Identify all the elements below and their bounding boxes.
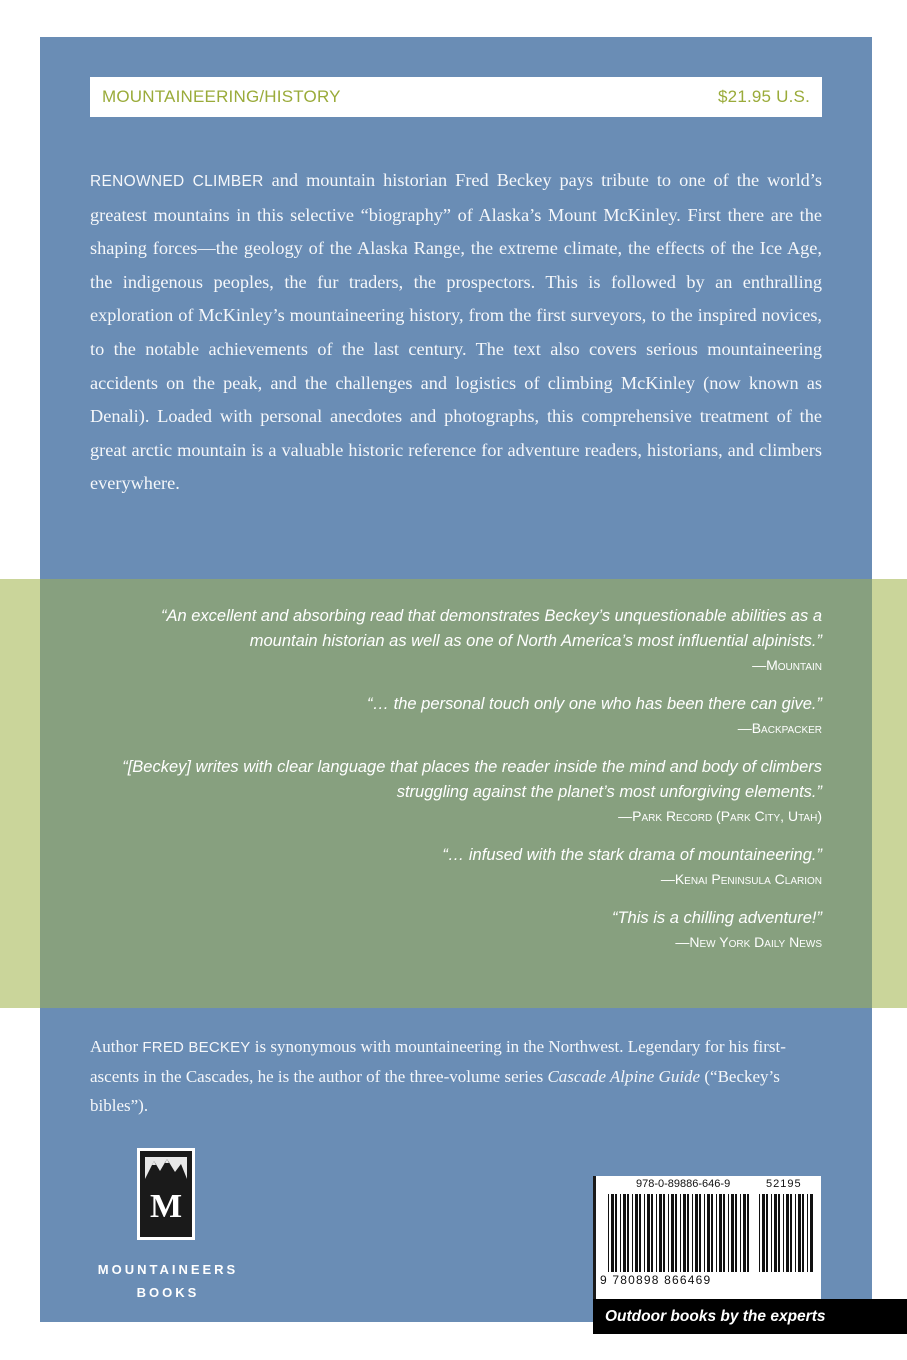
publisher-logo-icon — [137, 1148, 195, 1240]
barcode-bar — [659, 1194, 662, 1272]
reviews-list — [90, 604, 822, 969]
barcode-bar — [687, 1194, 689, 1272]
barcode-bar — [704, 1194, 705, 1272]
barcode-bar — [740, 1194, 741, 1272]
barcode-addon-bars — [759, 1194, 815, 1272]
barcode-bar — [671, 1194, 674, 1272]
barcode-bar — [707, 1194, 710, 1272]
barcode-bar — [668, 1194, 669, 1272]
description-lead: RENOWNED CLIMBER — [90, 173, 264, 190]
review-source: —Mountain — [752, 657, 822, 673]
review-item — [90, 906, 822, 953]
barcode-bar — [639, 1194, 641, 1272]
book-description — [90, 164, 822, 501]
review-source: —Backpacker — [737, 720, 822, 736]
category-price-bar — [90, 77, 822, 117]
barcode-bar — [762, 1194, 765, 1272]
review-quote: “… infused with the stark drama of mountaineering.” — [442, 846, 822, 864]
barcode-main-bars — [608, 1194, 754, 1272]
barcode-bar — [647, 1194, 650, 1272]
review-item — [90, 604, 822, 676]
author-name: FRED BECKEY — [142, 1039, 251, 1056]
review-quote: “An excellent and absorbing read that demonstrates Beckey’s unquestionable abilities as a mountain historian as well as one of North America’s most influential alpinists.” — [160, 607, 822, 650]
barcode-bar — [623, 1194, 626, 1272]
barcode-bar — [635, 1194, 638, 1272]
review-quote: “… the personal touch only one who has been there can give.” — [367, 695, 822, 713]
barcode-bar — [611, 1194, 614, 1272]
review-source: —Kenai Peninsula Clarion — [660, 871, 822, 887]
tagline: Outdoor books by the experts — [593, 1299, 907, 1334]
barcode-bar — [716, 1194, 717, 1272]
barcode-bar — [778, 1194, 780, 1272]
barcode-bar — [798, 1194, 801, 1272]
barcode-bar — [810, 1194, 813, 1272]
barcode-bar — [807, 1194, 808, 1272]
barcode-bar — [786, 1194, 789, 1272]
barcode-bar — [683, 1194, 686, 1272]
author-bio — [90, 1032, 822, 1120]
barcode-bar — [771, 1194, 772, 1272]
barcode-bar — [680, 1194, 681, 1272]
publisher-name — [88, 1258, 248, 1304]
series-title: Cascade Alpine Guide — [547, 1067, 701, 1086]
barcode-bar — [795, 1194, 796, 1272]
logo-letter: M — [149, 1188, 183, 1225]
barcode-bar — [759, 1194, 760, 1272]
category-label: MOUNTAINEERING/HISTORY — [102, 87, 341, 106]
barcode-bar — [692, 1194, 693, 1272]
barcode-bar — [695, 1194, 698, 1272]
barcode-bar — [608, 1194, 609, 1272]
barcode-bar — [719, 1194, 722, 1272]
publisher-line1: MOUNTAINEERS — [97, 1262, 239, 1277]
barcode-bar — [651, 1194, 653, 1272]
barcode-bar — [699, 1194, 701, 1272]
review-quote: “[Beckey] writes with clear language that places the reader inside the mind and body of climbers struggling against the planet’s most unforgiving elements.” — [122, 758, 822, 801]
review-quote: “This is a chilling adventure!” — [611, 909, 822, 927]
barcode-bar — [766, 1194, 768, 1272]
barcode-bar — [735, 1194, 737, 1272]
author-prefix: Author — [90, 1037, 143, 1056]
barcode-bar — [632, 1194, 633, 1272]
isbn-label: 978-0-89886-646-9 — [636, 1178, 731, 1190]
barcode-bar — [802, 1194, 804, 1272]
barcode — [593, 1176, 821, 1299]
barcode-bar — [711, 1194, 713, 1272]
author-suffix: (“Beckey’s bibles”). — [90, 1067, 780, 1115]
author-text: is synonymous with mountaineering in the Northwest. Legendary for his first-ascents in the Cascades, he is the author of the three-volume series — [90, 1037, 786, 1086]
barcode-bar — [783, 1194, 784, 1272]
barcode-bar — [620, 1194, 621, 1272]
barcode-bar — [663, 1194, 665, 1272]
barcode-digits: 9 780898 866469 — [600, 1273, 712, 1287]
publisher-line2: BOOKS — [136, 1285, 200, 1300]
barcode-bar — [774, 1194, 777, 1272]
price-code: 52195 — [766, 1178, 802, 1190]
review-item — [90, 692, 822, 739]
review-item — [90, 843, 822, 890]
barcode-bar — [723, 1194, 725, 1272]
barcode-bar — [731, 1194, 734, 1272]
barcode-bar — [644, 1194, 645, 1272]
review-item — [90, 755, 822, 827]
review-source: —New York Daily News — [675, 934, 822, 950]
barcode-bar — [615, 1194, 617, 1272]
description-text: and mountain historian Fred Beckey pays tribute to one of the world’s greatest mountains in this selective “biography” of Alaska’s Mount McKinley. First there are the shaping forces—the geology of the Alaska Range, the extreme climate, the effects of the Ice Age, the indigenous peoples, the fur traders, the prospectors. This is followed by an enthralling exploration of McKinley’s mountaineering history, from the first surveyors, to the inspired novices, to the notable achievements of the last century. The text also covers serious mountaineering accidents on the peak, and the challenges and logistics of climbing McKinley (now known as Denali). Loaded with personal anecdotes and photographs, this comprehensive treatment of the great arctic mountain is a valuable historic reference for adventure readers, historians, and climbers everywhere. — [90, 170, 822, 494]
review-source: —Park Record (Park City, Utah) — [618, 808, 822, 824]
barcode-bar — [747, 1194, 749, 1272]
barcode-bar — [790, 1194, 792, 1272]
barcode-bar — [743, 1194, 746, 1272]
price-label: $21.95 U.S. — [718, 87, 810, 106]
barcode-bar — [627, 1194, 629, 1272]
barcode-bar — [656, 1194, 657, 1272]
barcode-bar — [728, 1194, 729, 1272]
barcode-bar — [675, 1194, 677, 1272]
